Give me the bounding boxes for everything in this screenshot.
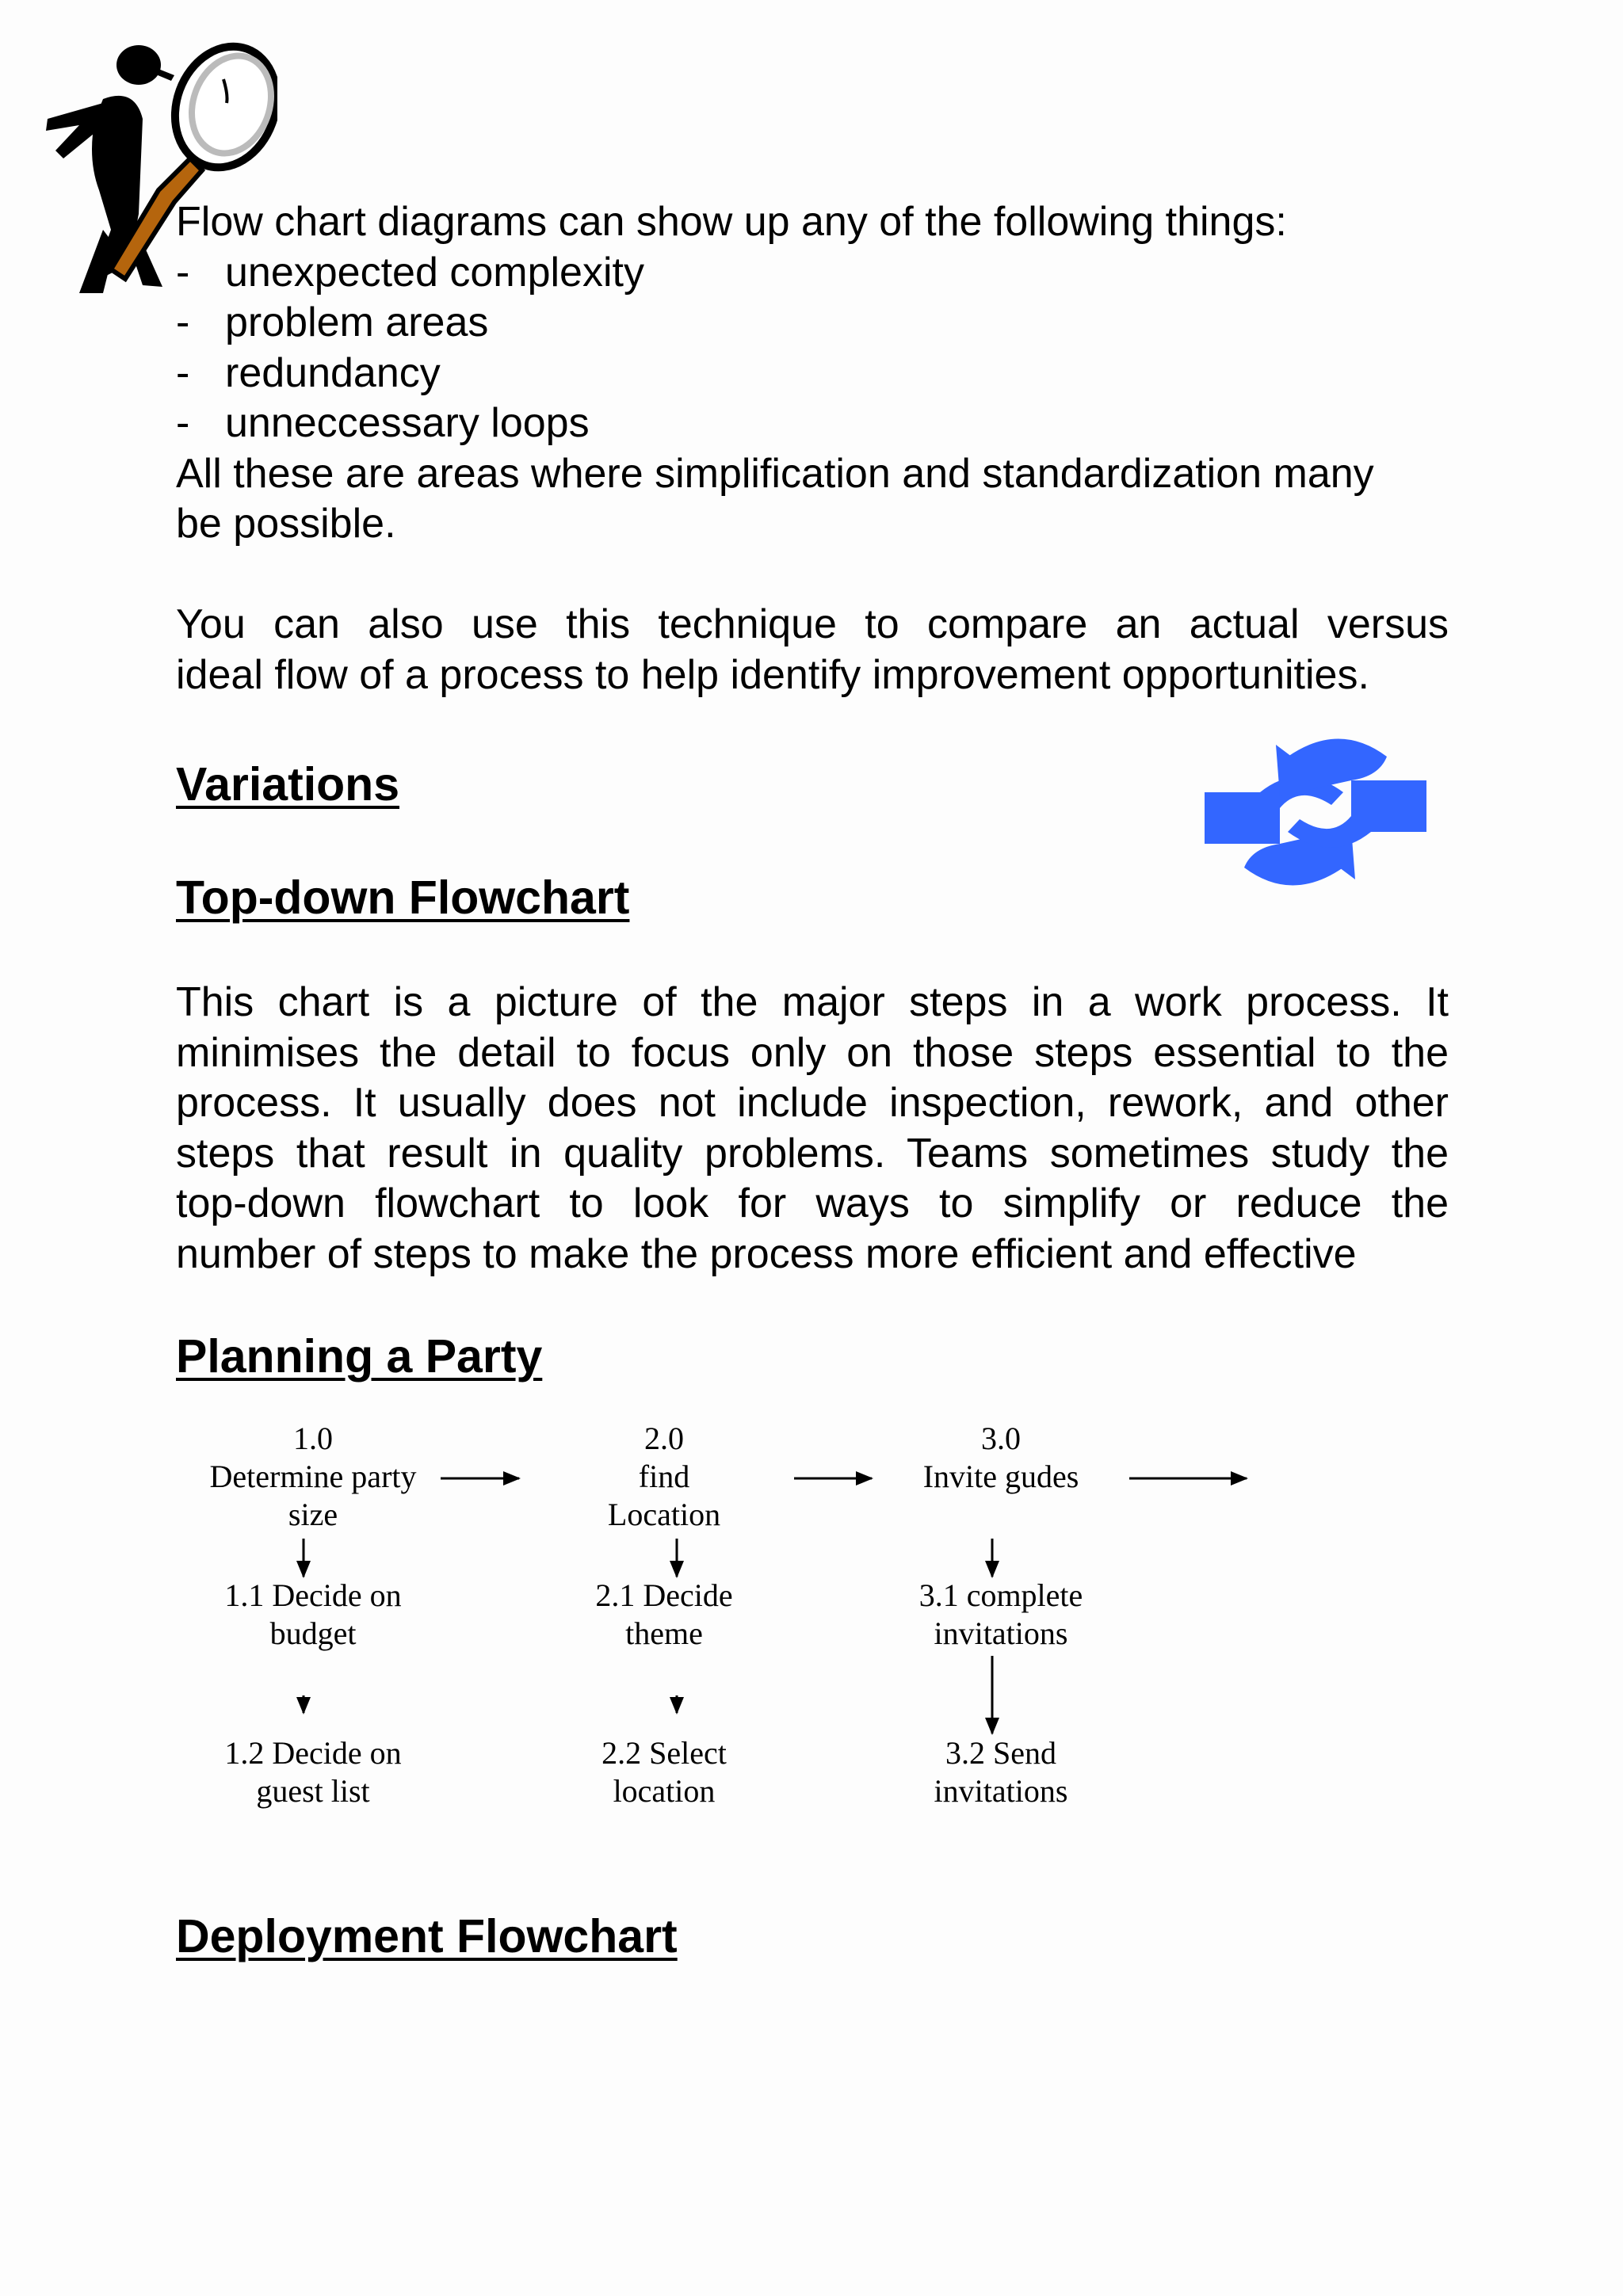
bullet-text: unexpected complexity xyxy=(225,249,644,296)
heading-variations: Variations xyxy=(176,758,400,810)
node-line: 3.2 Send xyxy=(945,1735,1056,1771)
paragraph-line: steps that result in quality problems. Teams sometimes study the xyxy=(176,1130,1449,1177)
paragraph-line: number of steps to make the process more efficient and effective xyxy=(176,1230,1357,1277)
node-line: invitations xyxy=(934,1615,1068,1651)
node-line: 1.2 Decide on xyxy=(224,1735,402,1771)
node-line: Location xyxy=(607,1497,721,1532)
node-line: theme xyxy=(625,1615,703,1651)
bullet-text: redundancy xyxy=(225,349,441,396)
heading-deployment-flowchart: Deployment Flowchart xyxy=(176,1910,678,1962)
bullet-dash: - xyxy=(176,349,190,396)
node-line: guest list xyxy=(256,1773,370,1809)
node-line: Determine party xyxy=(209,1459,417,1494)
node-line: 1.1 Decide on xyxy=(224,1577,402,1613)
paragraph-line: process. It usually does not include inspection, rework, and other xyxy=(176,1080,1449,1126)
node-line: 2.1 Decide xyxy=(595,1577,733,1613)
node-line: 3.1 complete xyxy=(918,1577,1083,1613)
heading-top-down-flowchart: Top-down Flowchart xyxy=(176,871,630,924)
node-line: location xyxy=(613,1773,716,1809)
node-line: Invite gudes xyxy=(922,1459,1079,1494)
bullet-dash: - xyxy=(176,299,190,345)
paragraph-line: This chart is a picture of the major steps in a work process. It xyxy=(176,979,1449,1025)
node-line: invitations xyxy=(934,1773,1068,1809)
bullet-text: problem areas xyxy=(225,299,489,345)
compare-line: You can also use this technique to compare an actual versus xyxy=(176,601,1449,647)
paragraph-line: top-down flowchart to look for ways to simplify or reduce the xyxy=(176,1180,1449,1226)
intro-closing-line: be possible. xyxy=(176,501,396,547)
compare-line: ideal flow of a process to help identify improvement opportunities. xyxy=(176,651,1369,698)
bullet-text: unneccessary loops xyxy=(225,400,590,446)
node-line: 2.2 Select xyxy=(601,1735,727,1771)
node-line: 1.0 xyxy=(293,1421,333,1456)
node-line: find xyxy=(638,1459,690,1494)
node-line: size xyxy=(288,1497,338,1532)
bullet-dash: - xyxy=(176,249,190,296)
intro-lead: Flow chart diagrams can show up any of the following things: xyxy=(176,199,1287,245)
paragraph-line: minimises the detail to focus only on those steps essential to the xyxy=(176,1029,1449,1076)
bullet-dash: - xyxy=(176,400,190,446)
intro-closing-line: All these are areas where simplification and standardization many xyxy=(176,450,1374,497)
heading-planning-a-party: Planning a Party xyxy=(176,1330,543,1383)
node-line: 2.0 xyxy=(644,1421,684,1456)
node-line: budget xyxy=(269,1615,357,1651)
node-line: 3.0 xyxy=(981,1421,1021,1456)
